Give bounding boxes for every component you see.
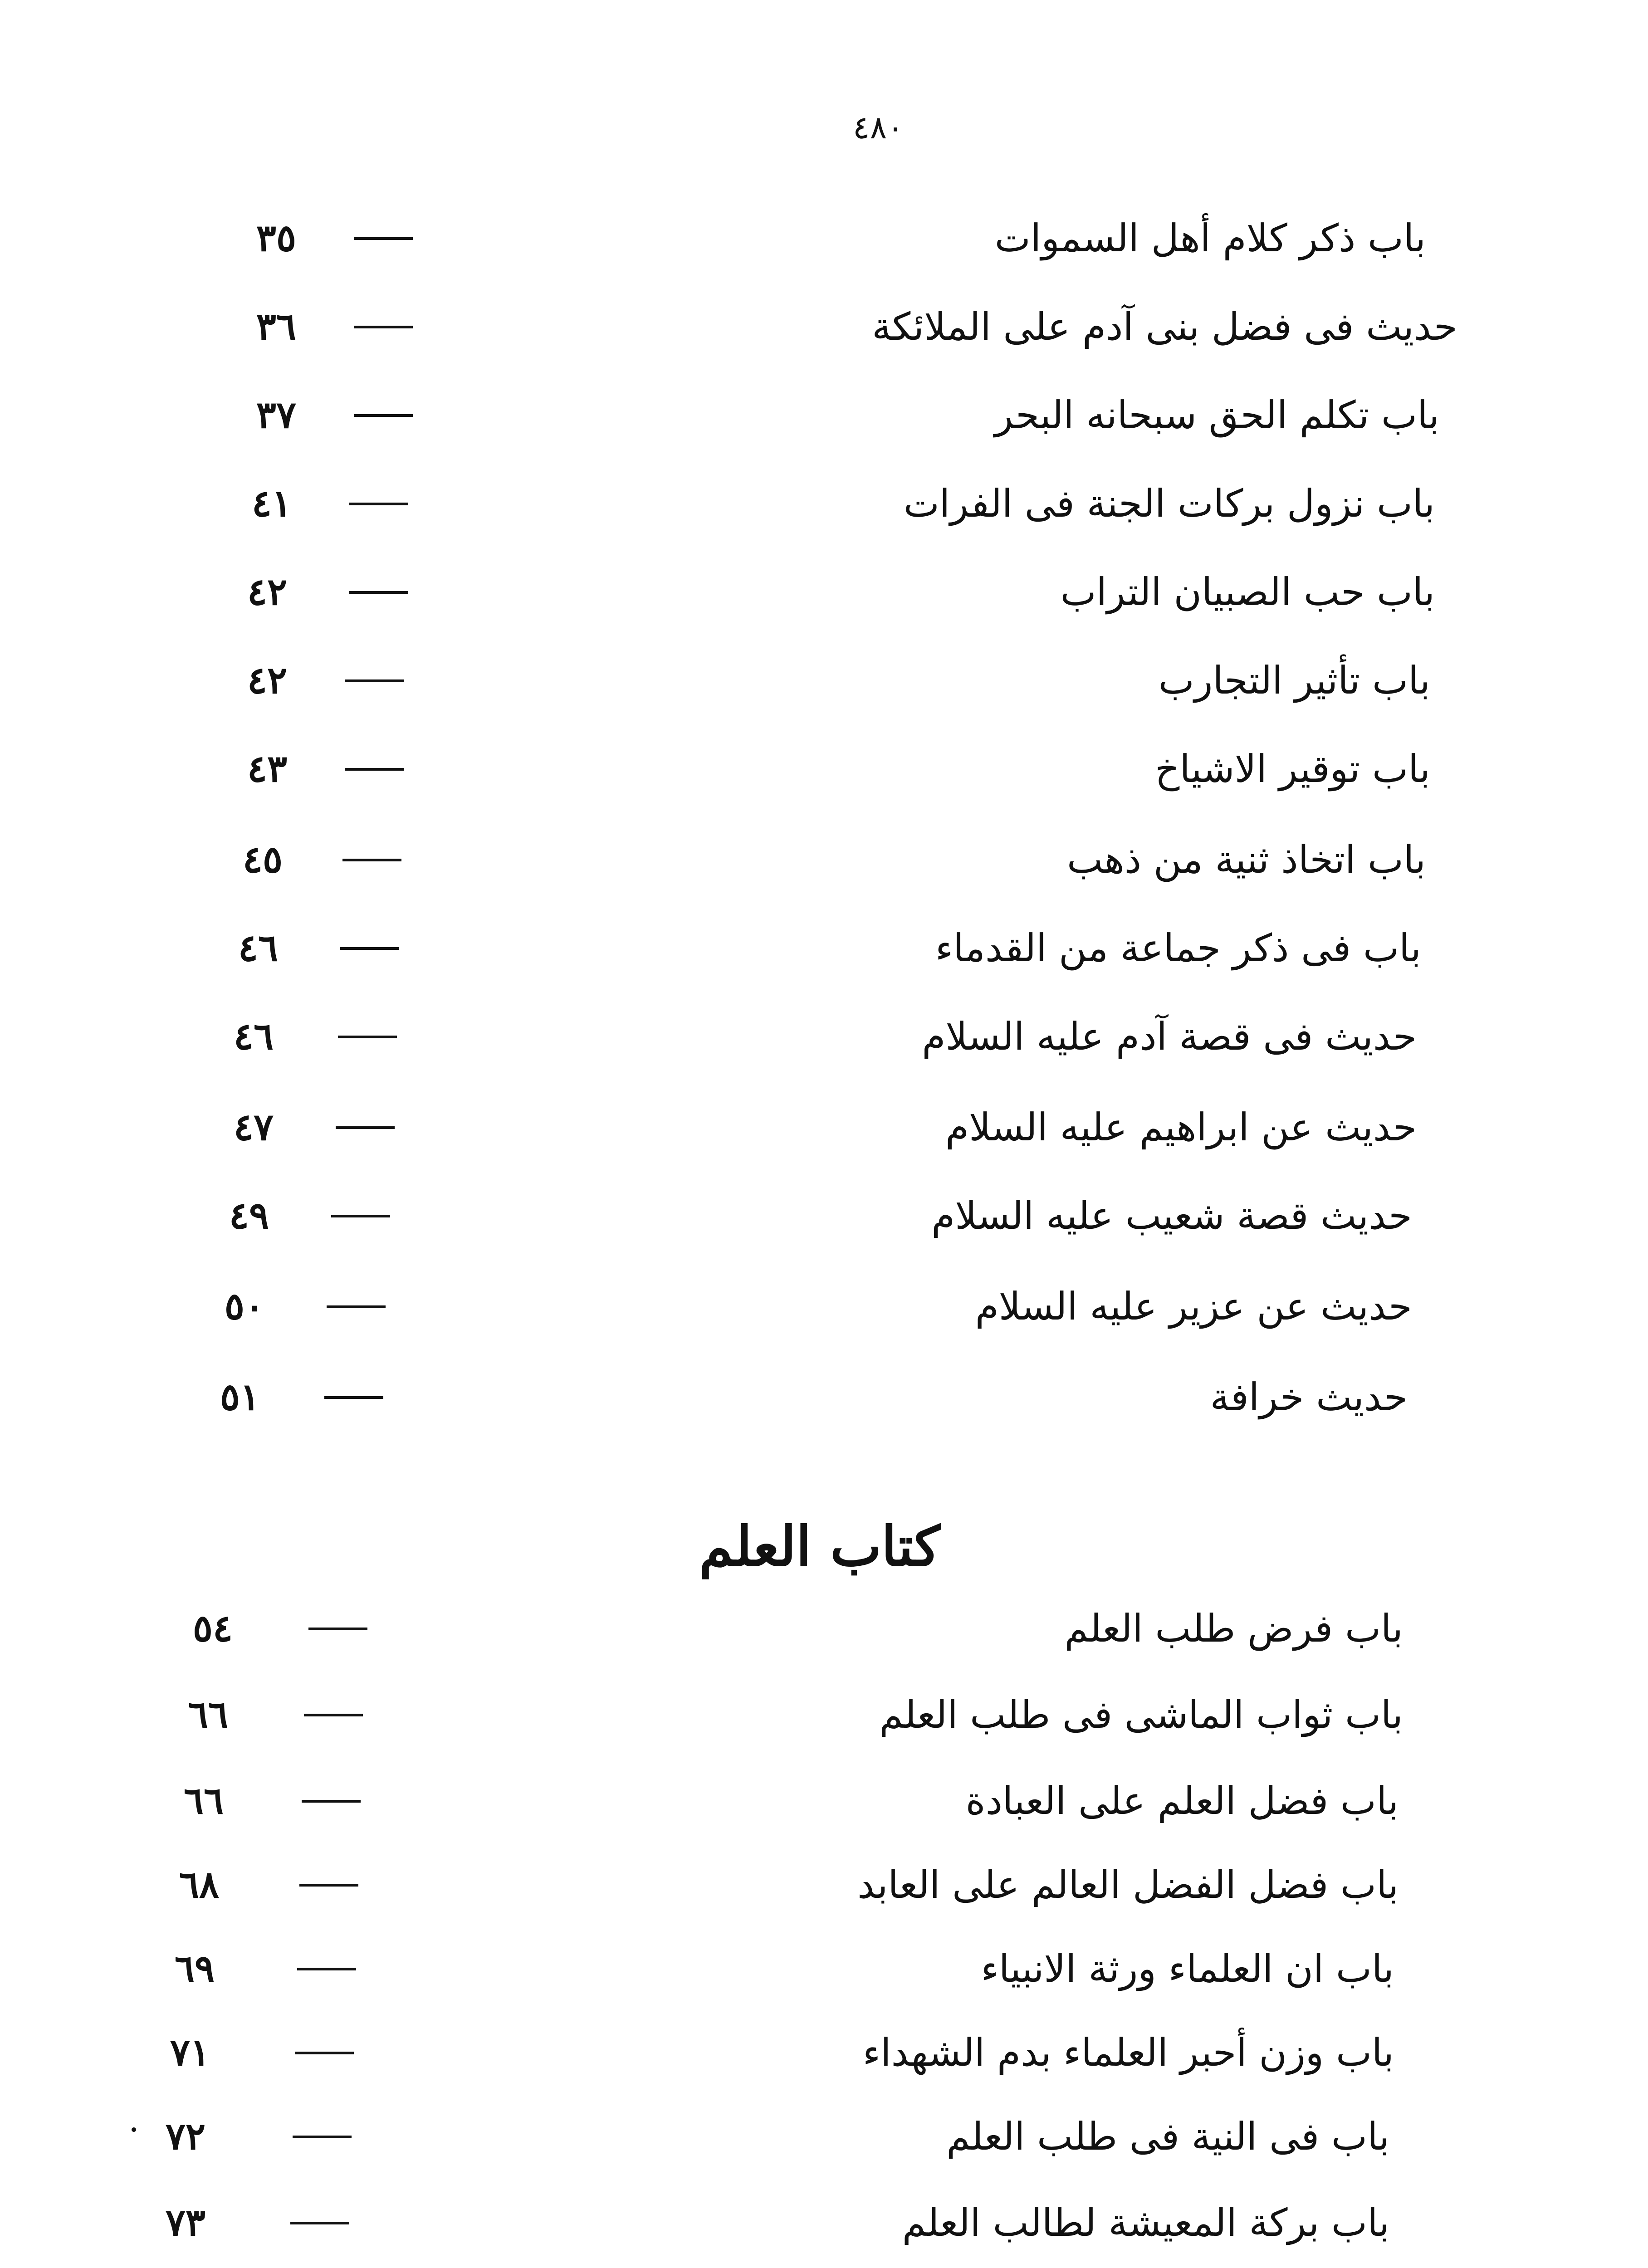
toc-dash [336,1126,395,1129]
toc-entry-title: باب وزن أحبر العلماء بدم الشهداء [862,2030,1394,2075]
toc-entry [0,1941,1648,1996]
toc-dash [354,237,413,240]
toc-entry [0,1687,1648,1742]
toc-entry [0,921,1648,975]
toc-entry-title: حديث عن عزير عليه السلام [975,1284,1412,1329]
toc-page-number: ٦٩ [174,1947,215,1990]
toc-dash [345,679,404,682]
toc-page-number: ٣٧ [256,393,296,437]
toc-entry [0,742,1648,796]
toc-entry [0,476,1648,531]
toc-entry [0,565,1648,619]
toc-page-number: ٤٦ [233,1015,274,1058]
toc-entry-title: باب بركة المعيشة لطالب العلم [902,2200,1389,2245]
toc-entry-title: باب فى ذكر جماعة من القدماء [935,926,1421,970]
toc-dash [290,2222,349,2224]
toc-entry-title: باب فرض طلب العلم [1064,1606,1403,1651]
toc-entry [0,2109,1648,2164]
toc-entry [0,1774,1648,1828]
toc-entry-title: باب ان العلماء ورثة الانبياء [981,1946,1394,1991]
toc-page-number: ٧٢ [165,2115,205,2158]
toc-entry [0,2195,1648,2250]
toc-entry-title: باب ذكر كلام أهل السموات [994,216,1426,260]
toc-dash [338,1036,397,1038]
toc-entry-title: باب اتخاذ ثنية من ذهب [1066,837,1426,882]
toc-dash [340,947,399,950]
toc-dash [304,1714,363,1716]
toc-entry-title: حديث قصة شعيب عليه السلام [931,1193,1412,1238]
toc-dash [293,2136,352,2138]
toc-entry-title: حديث فى قصة آدم عليه السلام [922,1014,1417,1059]
toc-entry-title: باب حب الصبيان التراب [1060,570,1435,614]
toc-entry [0,1370,1648,1424]
toc-page-number: ٤٢ [247,570,287,614]
toc-dash [295,2052,354,2054]
toc-page-number: ٦٨ [179,1863,219,1906]
toc-page-number: ٤٦ [238,926,278,970]
toc-dash [354,414,413,417]
toc-dash [349,503,408,505]
toc-dash [342,859,401,861]
toc-page-number: ٦٦ [183,1779,224,1823]
toc-page-number: ٤٣ [247,747,287,791]
toc-entry-title: باب فى النية فى طلب العلم [946,2114,1389,2159]
toc-entry [0,1009,1648,1064]
toc-entry [0,1100,1648,1154]
toc-entry [0,1279,1648,1334]
toc-page-number: ٥١ [220,1375,260,1419]
page-number: ٤٨٠ [853,109,904,146]
toc-page-number: ٥٤ [192,1607,233,1650]
stray-dot [132,2127,136,2132]
toc-page-number: ٤٩ [229,1194,269,1237]
toc-entry-title: حديث فى فضل بنى آدم على الملائكة [872,304,1457,349]
toc-entry-title: باب ثواب الماشى فى طلب العلم [879,1692,1403,1737]
toc-entry-title: باب فضل الفضل العالم على العابد [857,1862,1399,1907]
toc-dash [327,1305,386,1308]
toc-entry [0,1601,1648,1656]
toc-dash [299,1884,358,1887]
toc-page-number: ٥٠ [224,1285,264,1328]
toc-dash [308,1628,367,1630]
toc-page-number: ٧١ [170,2031,210,2074]
toc-dash [331,1215,390,1217]
toc-entry [0,299,1648,354]
toc-page-number: ٤٥ [242,838,283,881]
toc-page-number: ٦٦ [188,1693,228,1736]
toc-page-number: ٤٧ [233,1105,274,1149]
toc-entry-title: باب تأثير التجارب [1158,658,1430,703]
toc-entry [0,388,1648,442]
toc-entry-title: باب توقير الاشياخ [1155,747,1430,791]
toc-entry-title: حديث خرافة [1210,1375,1408,1419]
toc-entry [0,1857,1648,1912]
toc-entry [0,832,1648,887]
toc-entry-title: باب فضل العلم على العبادة [965,1779,1399,1823]
toc-page-number: ٤٢ [247,659,287,702]
toc-dash [354,326,413,328]
toc-dash [297,1968,356,1970]
toc-entry-title: باب نزول بركات الجنة فى الفرات [903,481,1435,526]
toc-page-number: ٣٦ [256,305,296,348]
toc-page-number: ٤١ [251,482,292,525]
toc-dash [302,1800,361,1803]
toc-entry [0,1188,1648,1243]
toc-page-number: ٧٣ [165,2201,205,2244]
toc-entry [0,2025,1648,2080]
toc-dash [345,768,404,771]
toc-entry [0,653,1648,708]
toc-dash [349,591,408,594]
toc-entry [0,211,1648,265]
toc-entry-title: حديث عن ابراهيم عليه السلام [945,1105,1417,1149]
section-heading: كتاب العلم [699,1515,940,1579]
toc-page-number: ٣٥ [256,216,296,260]
toc-entry-title: باب تكلم الحق سبحانه البحر [994,393,1439,437]
toc-dash [324,1396,383,1399]
